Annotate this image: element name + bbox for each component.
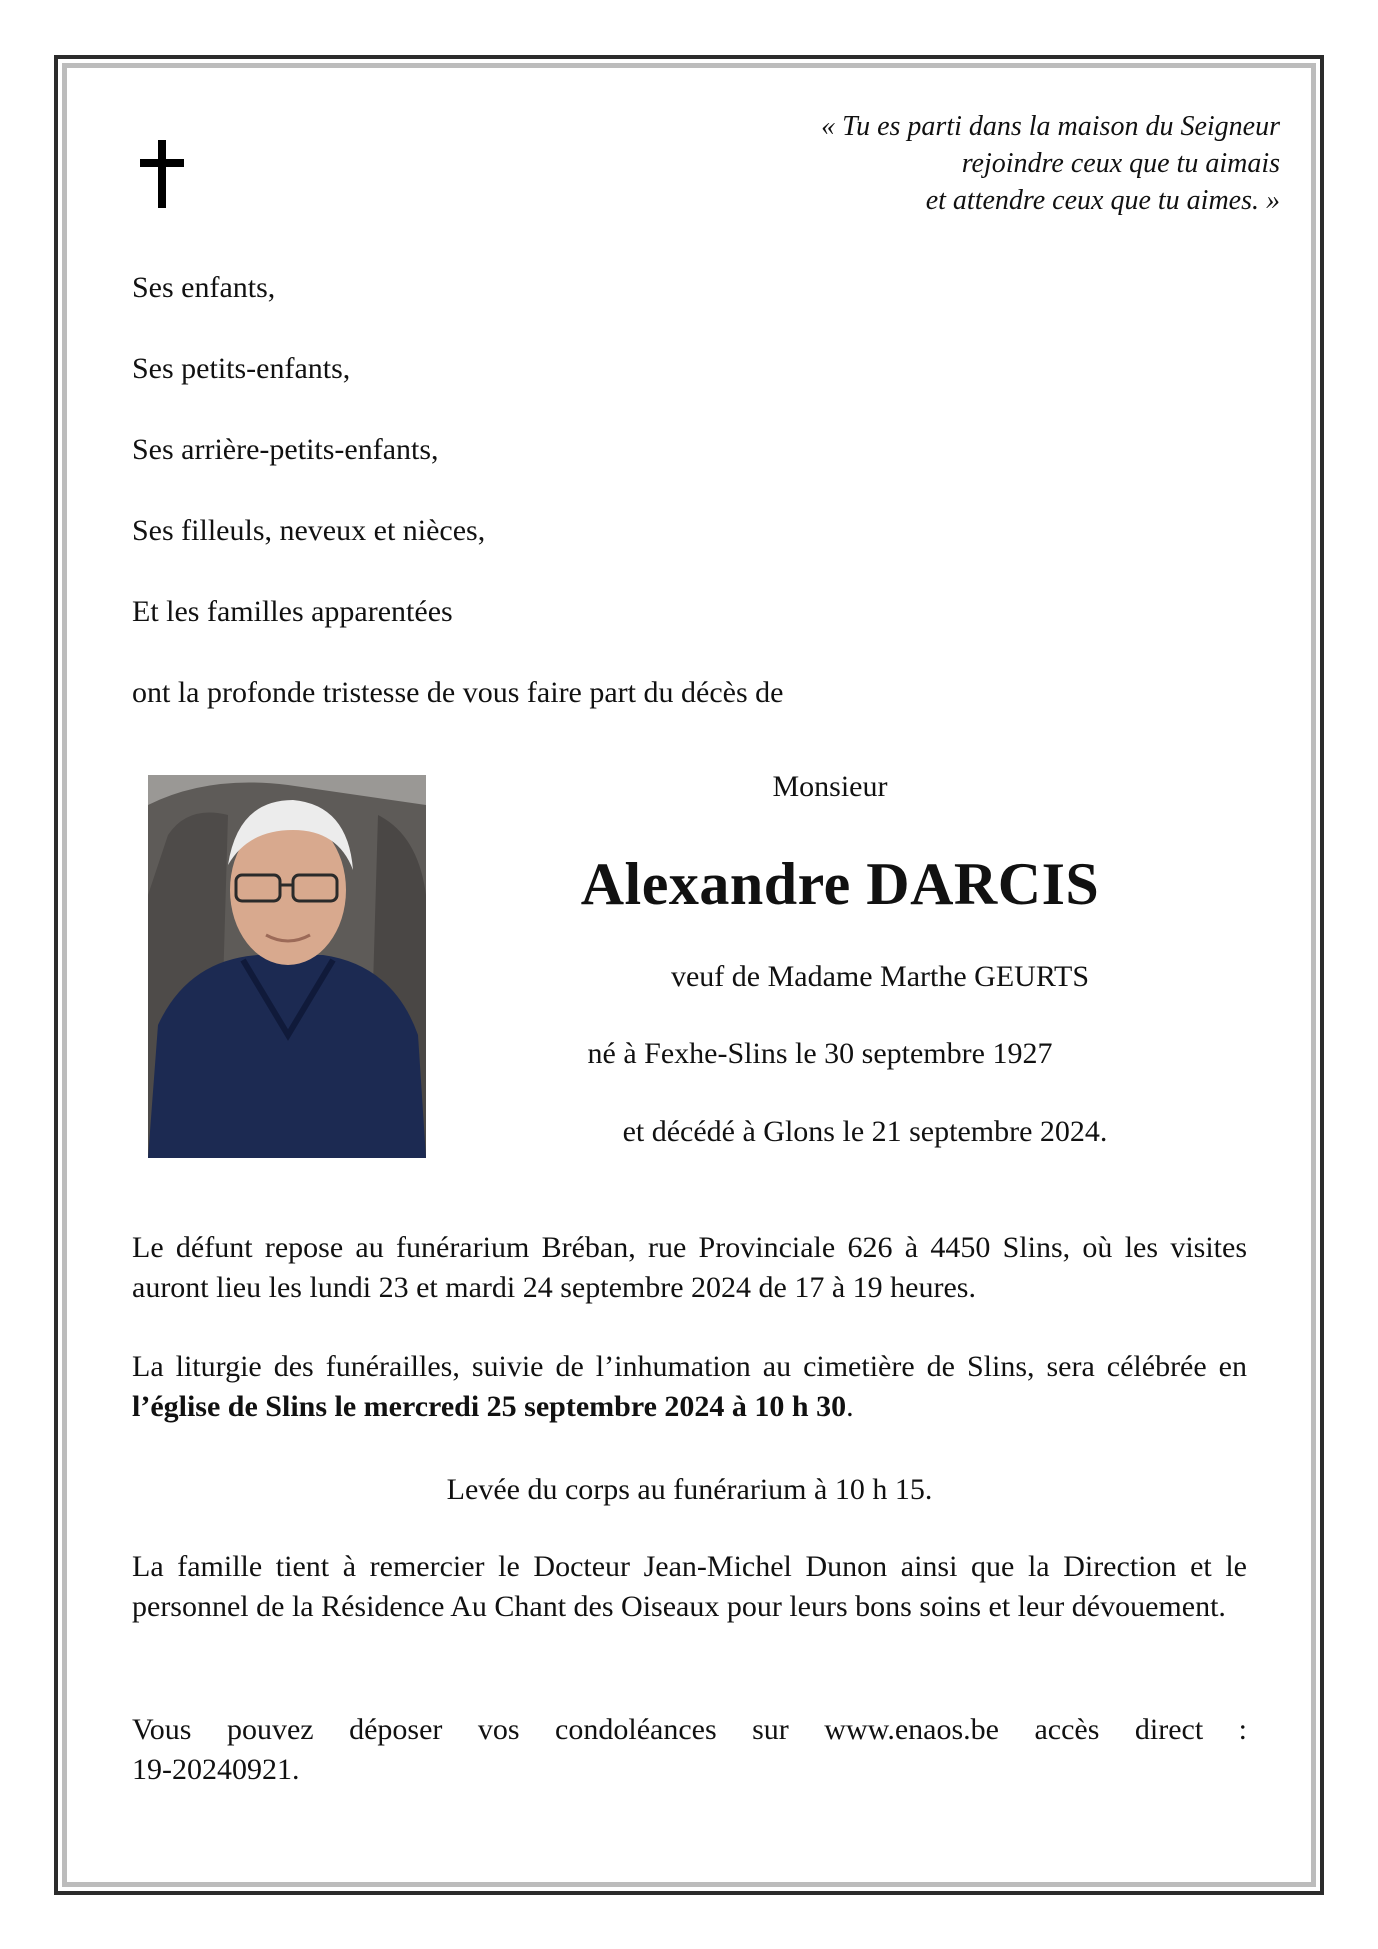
- condolences-line-2: 19-20240921.: [132, 1753, 300, 1786]
- liturgy-paragraph: [132, 1347, 1247, 1427]
- condolences-paragraph: [132, 1710, 1247, 1790]
- quote-line-2: rejoindre ceux que tu aimais: [961, 148, 1280, 179]
- quote-line-1: « Tu es parti dans la maison du Seigneur: [821, 111, 1280, 142]
- liturgy-highlight: l’église de Slins le mercredi 25 septembre 2024 à 10 h 30: [132, 1390, 847, 1423]
- liturgy-end: .: [846, 1390, 854, 1423]
- honorific: Monsieur: [772, 770, 888, 803]
- family-line: Ses petits-enfants,: [132, 352, 351, 385]
- family-line: Ses arrière-petits-enfants,: [132, 433, 439, 466]
- epitaph-quote: [821, 108, 1280, 219]
- death-line: et décédé à Glons le 21 septembre 2024.: [622, 1115, 1108, 1148]
- deceased-name: Alexandre DARCIS: [580, 851, 1100, 917]
- widower-line: veuf de Madame Marthe GEURTS: [670, 960, 1090, 993]
- cross-icon: [140, 140, 184, 208]
- family-line: Ses filleuls, neveux et nièces,: [132, 514, 486, 547]
- family-line: Ses enfants,: [132, 271, 276, 304]
- announcement-line: ont la profonde tristesse de vous faire part du décès de: [132, 676, 784, 709]
- liturgy-text: La liturgie des funérailles, suivie de l’inhumation au cimetière de Slins, sera célébrée en: [132, 1350, 1247, 1383]
- portrait-photo: [148, 775, 426, 1158]
- quote-line-3: et attendre ceux que tu aimes. »: [925, 185, 1280, 216]
- condolences-line-1: Vous pouvez déposer vos condoléances sur www.enaos.be accès direct :: [132, 1713, 1247, 1746]
- birth-line: né à Fexhe-Slins le 30 septembre 1927: [587, 1037, 1053, 1070]
- family-list: [132, 268, 783, 754]
- thanks-paragraph: La famille tient à remercier le Docteur Jean-Michel Dunon ainsi que la Direction et le personnel de la Résidence Au Chant des Oiseaux pour leurs bons soins et leur dévouement.: [132, 1550, 1247, 1623]
- visitation-paragraph: Le défunt repose au funérarium Bréban, rue Provinciale 626 à 4450 Slins, où les visites auront lieu les lundi 23 et mardi 24 septembre 2024 de 17 à 19 heures.: [132, 1231, 1247, 1304]
- levee-paragraph: Levée du corps au funérarium à 10 h 15.: [446, 1473, 933, 1506]
- family-line: Et les familles apparentées: [132, 595, 453, 628]
